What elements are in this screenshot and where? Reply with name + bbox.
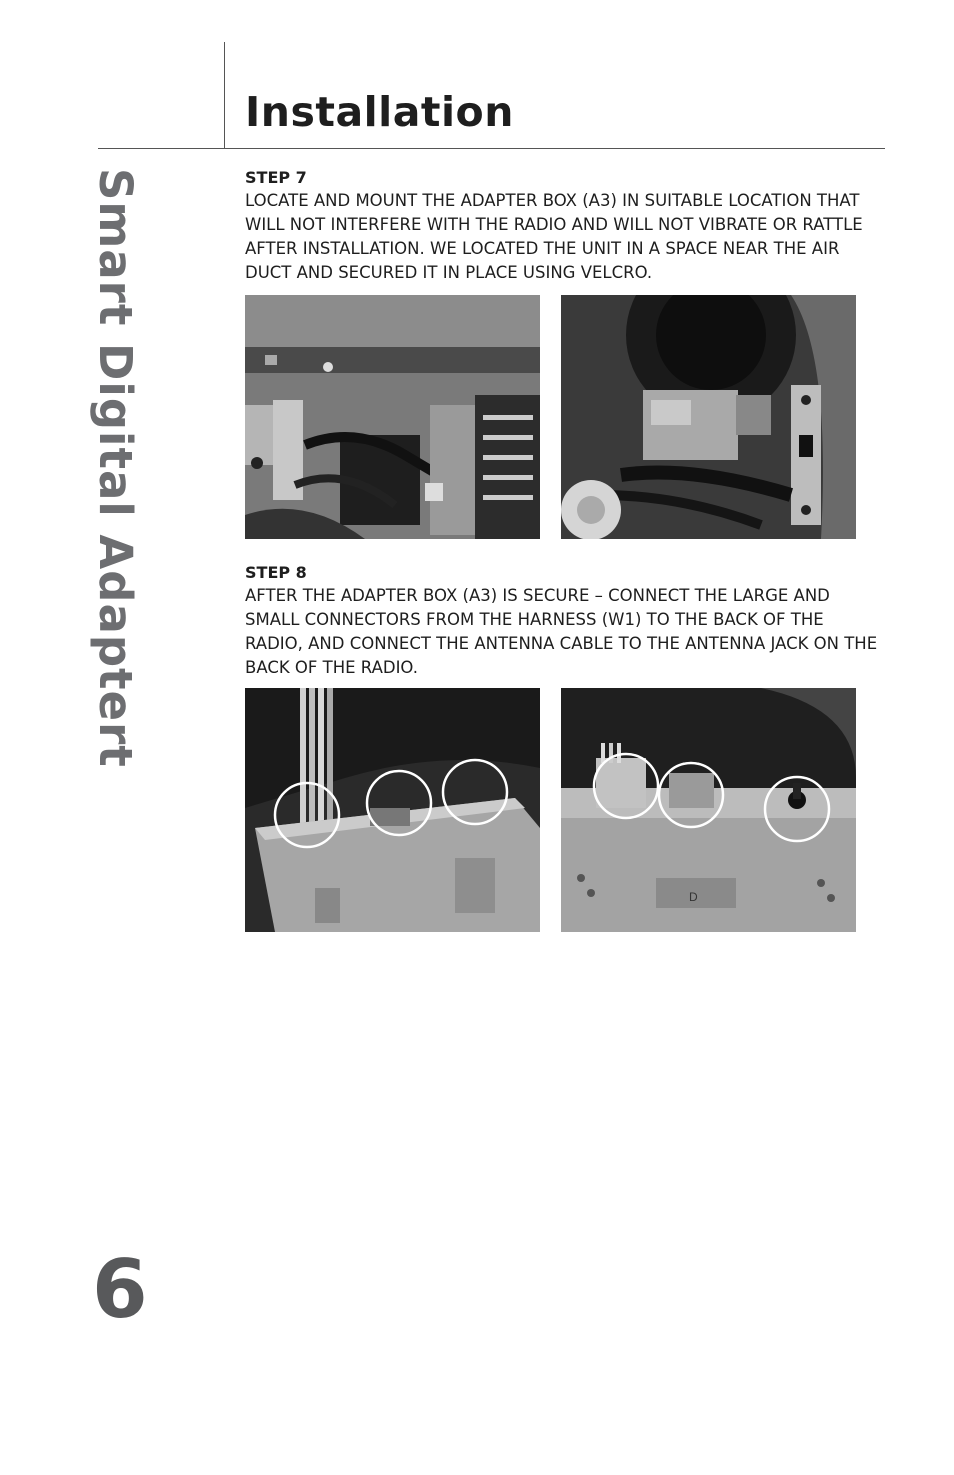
side-title: Smart Digital Adaptert	[89, 168, 142, 768]
page-title: Installation	[245, 88, 514, 136]
connectors-attached-illustration	[561, 688, 856, 932]
step-7-photo-adapter-mounted	[561, 295, 856, 539]
dash-opening-illustration	[245, 295, 540, 539]
page-number: 6	[92, 1243, 148, 1336]
header-horizontal-rule	[98, 148, 885, 149]
header-vertical-rule	[224, 42, 225, 148]
step-7-text: LOCATE AND MOUNT THE ADAPTER BOX (A3) IN SUITABLE LOCATION THAT WILL NOT INTERFERE WITH THE RADIO AND WILL NOT VIBRATE OR RATTLE AFTER INSTALLATION. WE LOCATED THE UNIT IN A SPACE NEAR THE AIR DUCT AND SECURED IT IN PLACE USING VELCRO.	[245, 191, 863, 282]
step-7-photo-dash-opening	[245, 295, 540, 539]
adapter-mounted-illustration	[561, 295, 856, 539]
step-8-text: AFTER THE ADAPTER BOX (A3) IS SECURE – CONNECT THE LARGE AND SMALL CONNECTORS FROM THE HARNESS (W1) TO THE BACK OF THE RADIO, AND CONNECT THE ANTENNA CABLE TO THE ANTENNA JACK ON THE BACK OF THE RADIO.	[245, 586, 878, 677]
radio-label-text: D	[689, 890, 698, 904]
step-8-photo-radio-back	[245, 688, 540, 932]
step-7-heading: STEP 7	[245, 168, 307, 187]
step-8-heading: STEP 8	[245, 563, 307, 582]
radio-back-illustration	[245, 688, 540, 932]
step-8-photo-connectors-attached	[561, 688, 856, 932]
